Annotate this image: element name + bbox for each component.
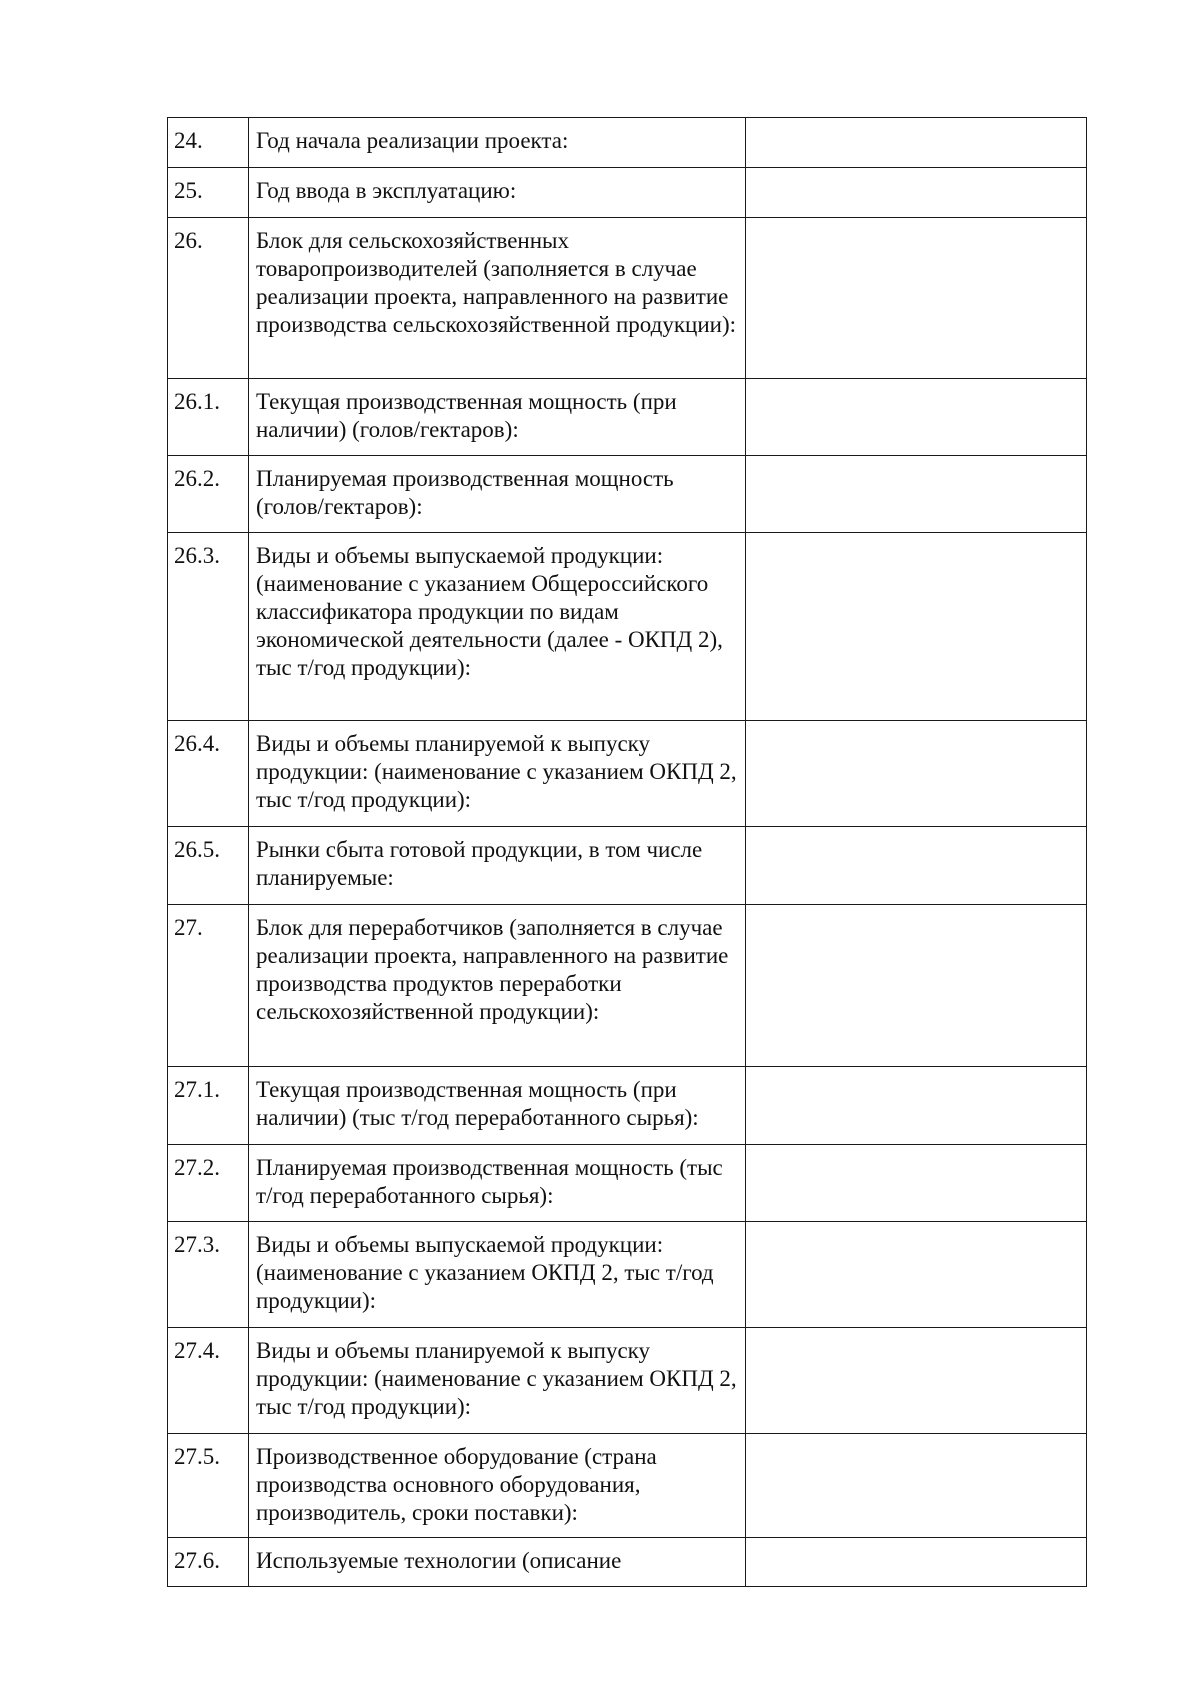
row-label: Виды и объемы выпускаемой продукции: (наименование с указанием Общероссийского классификатора продукции по видам экономической деятельности (далее - ОКПД 2), тыс т/год продукции):: [249, 533, 746, 721]
row-label: Блок для переработчиков (заполняется в случае реализации проекта, направленного на развитие производства продуктов переработки сельскохозяйственной продукции):: [249, 905, 746, 1067]
table-row: [168, 1145, 1087, 1222]
row-number: 27.2.: [168, 1145, 249, 1222]
table-row: [168, 1067, 1087, 1145]
row-value: [746, 168, 1087, 218]
row-value: [746, 1067, 1087, 1145]
row-number: 26.4.: [168, 721, 249, 827]
row-number: 26.2.: [168, 456, 249, 533]
row-label: Блок для сельскохозяйственных товаропроизводителей (заполняется в случае реализации проекта, направленного на развитие производства сельскохозяйственной продукции):: [249, 218, 746, 379]
row-number: 24.: [168, 118, 249, 168]
table-row: [168, 118, 1087, 168]
row-label: Виды и объемы планируемой к выпуску продукции: (наименование с указанием ОКПД 2, тыс т/год продукции):: [249, 1328, 746, 1434]
table-row: [168, 827, 1087, 905]
table-row: [168, 218, 1087, 379]
row-label: Планируемая производственная мощность (тыс т/год переработанного сырья):: [249, 1145, 746, 1222]
row-value: [746, 379, 1087, 456]
row-value: [746, 218, 1087, 379]
row-label: Виды и объемы выпускаемой продукции: (наименование с указанием ОКПД 2, тыс т/год продукции):: [249, 1222, 746, 1328]
row-number: 25.: [168, 168, 249, 218]
table-row: [168, 1328, 1087, 1434]
row-label: Год ввода в эксплуатацию:: [249, 168, 746, 218]
table-row: [168, 533, 1087, 721]
row-value: [746, 905, 1087, 1067]
row-label: Текущая производственная мощность (при наличии) (тыс т/год переработанного сырья):: [249, 1067, 746, 1145]
row-label: Виды и объемы планируемой к выпуску продукции: (наименование с указанием ОКПД 2, тыс т/год продукции):: [249, 721, 746, 827]
row-number: 27.5.: [168, 1434, 249, 1538]
row-number: 26.: [168, 218, 249, 379]
row-label: Планируемая производственная мощность (голов/гектаров):: [249, 456, 746, 533]
row-number: 27.: [168, 905, 249, 1067]
table-row: [168, 905, 1087, 1067]
row-label: Используемые технологии (описание: [249, 1538, 746, 1587]
row-value: [746, 1145, 1087, 1222]
row-number: 26.5.: [168, 827, 249, 905]
row-value: [746, 1538, 1087, 1587]
row-value: [746, 1222, 1087, 1328]
row-label: Производственное оборудование (страна производства основного оборудования, производитель, сроки поставки):: [249, 1434, 746, 1538]
table-row: [168, 1434, 1087, 1538]
row-value: [746, 533, 1087, 721]
row-number: 27.3.: [168, 1222, 249, 1328]
row-number: 27.6.: [168, 1538, 249, 1587]
row-number: 27.4.: [168, 1328, 249, 1434]
row-value: [746, 1328, 1087, 1434]
row-value: [746, 456, 1087, 533]
table-row: [168, 379, 1087, 456]
row-number: 26.1.: [168, 379, 249, 456]
table-row: [168, 1222, 1087, 1328]
table-row: [168, 456, 1087, 533]
row-number: 26.3.: [168, 533, 249, 721]
row-value: [746, 1434, 1087, 1538]
row-label: Текущая производственная мощность (при наличии) (голов/гектаров):: [249, 379, 746, 456]
row-label: Рынки сбыта готовой продукции, в том числе планируемые:: [249, 827, 746, 905]
row-value: [746, 118, 1087, 168]
table-row: [168, 721, 1087, 827]
table-row: [168, 168, 1087, 218]
form-table: [167, 117, 1087, 1587]
row-value: [746, 827, 1087, 905]
table-row: [168, 1538, 1087, 1587]
row-value: [746, 721, 1087, 827]
row-label: Год начала реализации проекта:: [249, 118, 746, 168]
row-number: 27.1.: [168, 1067, 249, 1145]
